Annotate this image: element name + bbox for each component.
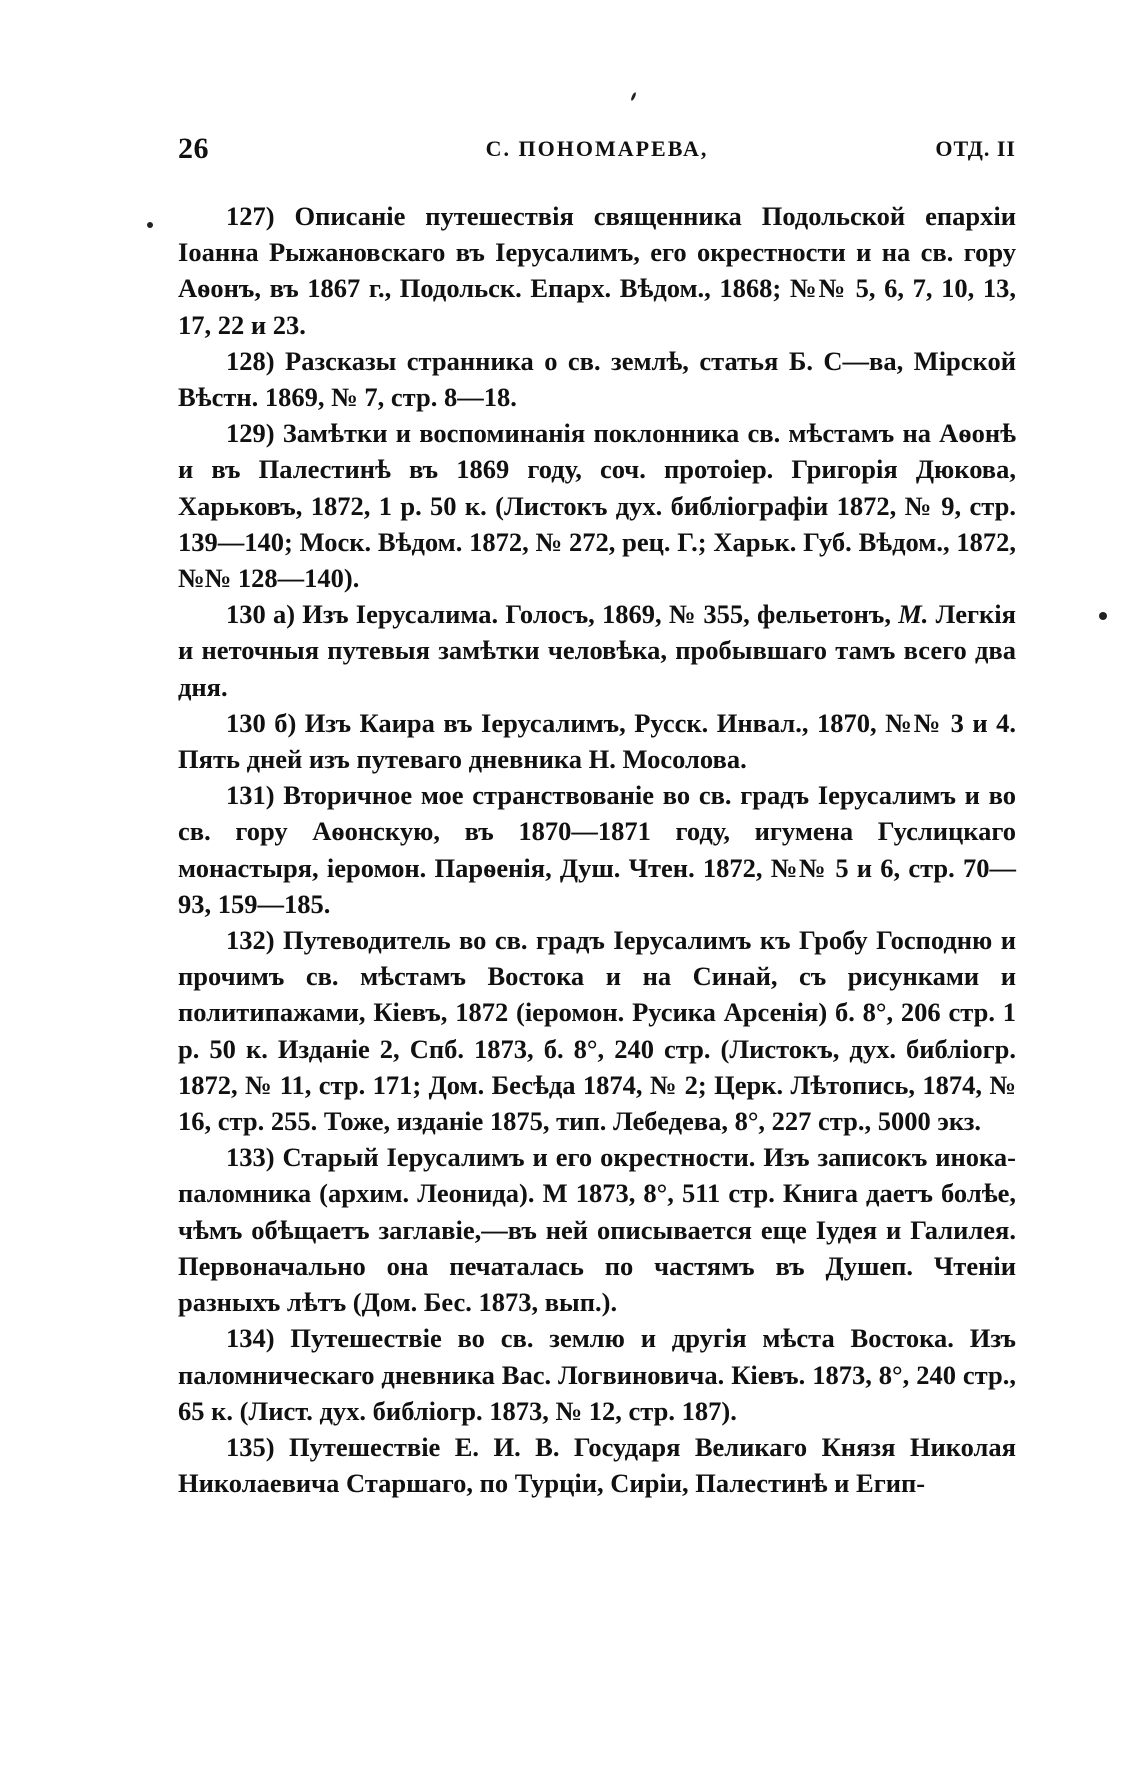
- ink-speck: [630, 92, 637, 101]
- page-header: [178, 120, 1016, 176]
- bibliography-entry-128: 128) Разсказы странника о св. землѣ, статья Б. С—ва, Мірской Вѣстн. 1869, № 7, стр. 8—18.: [178, 345, 1016, 413]
- bibliography-entry-132: 132) Путеводитель во св. градъ Іерусалимъ къ Гробу Господню и прочимъ св. мѣстамъ Востока и на Синай, съ рисунками и политипажами, Кіевъ, 1872 (іеромон. Русика Арсенія) б. 8°, 206 стр. 1 р. 50 к. Изданіе 2, Спб. 1873, б. 8°, 240 стр. (Листокъ, дух. библіогр. 1872, № 11, стр. 171; Дом. Бесѣда 1874, № 2; Церк. Лѣтопись, 1874, № 16, стр. 255. Тоже, изданіе 1875, тип. Лебедева, 8°, 227 стр., 5000 экз.: [178, 925, 1016, 1137]
- bibliography-entry-129: 129) Замѣтки и воспоминанія поклонника св. мѣстамъ на Аѳонѣ и въ Палестинѣ въ 1869 году, соч. протоіер. Григорія Дюкова, Харьковъ, 1872, 1 р. 50 к. (Листокъ дух. библіографіи 1872, № 9, стр. 139—140; Моск. Вѣдом. 1872, № 272, рец. Г.; Харьк. Губ. Вѣдом., 1872, №№ 128—140).: [178, 418, 1016, 594]
- bibliography-entry-135: 135) Путешествіе Е. И. В. Государя Великаго Князя Николая Николаевича Старшаго, по Турціи, Сиріи, Палестинѣ и Егип‐: [178, 1431, 1016, 1499]
- document-page: [178, 120, 1016, 1501]
- entry-author-initial: М.: [898, 599, 929, 630]
- bibliography-entry-134: 134) Путешествіе во св. землю и другія мѣста Востока. Изъ паломническаго дневника Вас. Логвиновича. Кіевъ. 1873, 8°, 240 стр., 65 к. (Лист. дух. библіогр. 1873, № 12, стр. 187).: [178, 1323, 1016, 1426]
- bibliography-entry-130a: [178, 596, 1016, 705]
- bibliography-list: [178, 198, 1016, 1501]
- entry-text: Легкія и неточныя путевыя замѣтки человѣка, пробывшаго тамъ всего два дня.: [178, 599, 1017, 702]
- bibliography-entry-131: 131) Вторичное мое странствованіе во св. градъ Іерусалимъ и во св. гору Аѳонскую, въ 1870—1871 году, игумена Гуслицкаго монастыря, іеромон. Парѳенія, Душ. Чтен. 1872, №№ 5 и 6, стр. 70—93, 159—185.: [178, 780, 1016, 919]
- ink-speck: [147, 222, 153, 228]
- section-label: ОТД. II: [935, 136, 1016, 161]
- page-number: 26: [178, 132, 209, 165]
- bibliography-entry-130b: 130 б) Изъ Каира въ Іерусалимъ, Русск. Инвал., 1870, №№ 3 и 4. Пять дней изъ путеваго дневника Н. Мосолова.: [178, 707, 1016, 775]
- bibliography-entry-133: 133) Старый Іерусалимъ и его окрестности. Изъ записокъ инока-паломника (архим. Леонида). М 1873, 8°, 511 стр. Книга даетъ болѣе, чѣмъ обѣщаетъ заглавіе,—въ ней описывается еще Іудея и Галилея. Первоначально она печаталась по частямъ въ Душеп. Чтеніи разныхъ лѣтъ (Дом. Бес. 1873, вып.).: [178, 1142, 1016, 1318]
- running-title: С. ПОНОМАРЕВА,: [485, 136, 709, 161]
- ink-speck: [1099, 612, 1107, 620]
- bibliography-entry-127: 127) Описаніе путешествія священника Подольской епархіи Іоанна Рыжановскаго въ Іерусалимъ, его окрестности и на св. гору Аѳонъ, въ 1867 г., Подольск. Епарх. Вѣдом., 1868; №№ 5, 6, 7, 10, 13, 17, 22 и 23.: [178, 201, 1016, 340]
- entry-text: 130 а) Изъ Іерусалима. Голосъ, 1869, № 355, фельетонъ,: [226, 599, 899, 630]
